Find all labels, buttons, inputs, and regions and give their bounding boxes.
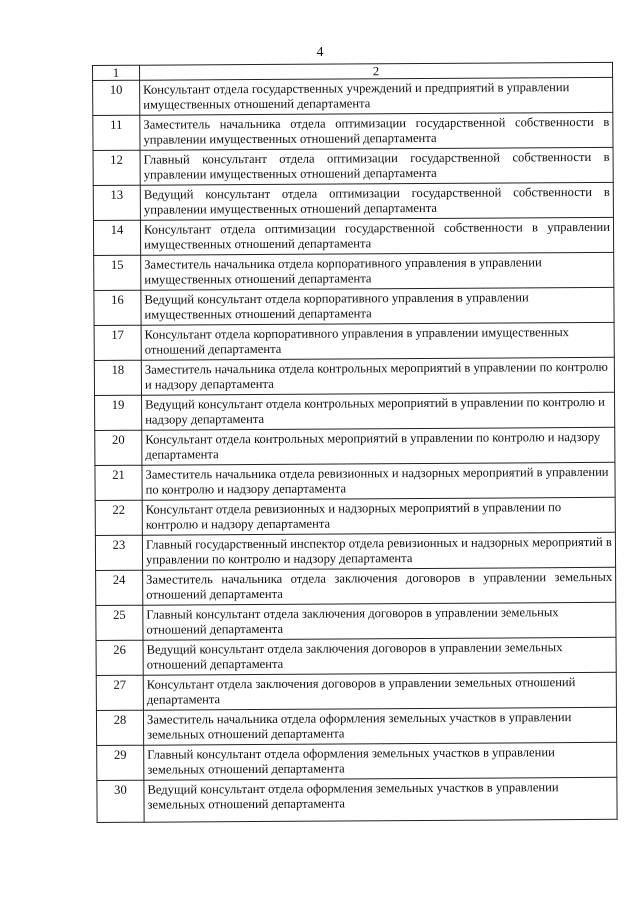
table-row bbox=[96, 707, 616, 745]
row-position-text: Главный консультант отдела заключения договоров в управлении земельных отношений департамента bbox=[143, 602, 616, 640]
row-position-text: Ведущий консультант отдела заключения договоров в управлении земельных отношений департамента bbox=[143, 637, 616, 675]
row-position-text: Главный консультант отдела оптимизации государственной собственности в управлении имущественных отношений департамента bbox=[140, 147, 613, 185]
positions-table bbox=[92, 62, 618, 823]
row-position-text: Главный государственный инспектор отдела ревизионных и надзорных мероприятий в управлении по контролю и надзору департамента bbox=[142, 532, 615, 570]
row-number: 12 bbox=[93, 150, 140, 185]
row-number: 25 bbox=[96, 605, 143, 640]
table-row bbox=[94, 322, 614, 360]
row-position-text: Заместитель начальника отдела оптимизации государственной собственности в управлении имущественных отношений департамента bbox=[140, 112, 613, 150]
header-cell-position: 2 bbox=[140, 62, 613, 80]
table-row bbox=[96, 602, 616, 640]
table-row bbox=[93, 217, 613, 255]
row-number: 26 bbox=[96, 640, 143, 675]
table-row bbox=[95, 532, 615, 570]
row-position-text: Ведущий консультант отдела оформления земельных участков в управлении земельных отношений департамента bbox=[144, 777, 617, 822]
table-row bbox=[93, 77, 613, 115]
table-row bbox=[94, 357, 614, 395]
table-row bbox=[97, 742, 617, 780]
row-position-text: Консультант отдела государственных учреждений и предприятий в управлении имущественных отношений департамента bbox=[140, 77, 613, 115]
table-row bbox=[96, 567, 616, 605]
row-position-text: Ведущий консультант отдела контрольных мероприятий в управлении по контролю и надзору департамента bbox=[142, 392, 615, 430]
table-row bbox=[93, 182, 613, 220]
row-position-text: Заместитель начальника отдела контрольных мероприятий в управлении по контролю и надзору департамента bbox=[141, 357, 614, 395]
row-position-text: Заместитель начальника отдела ревизионных и надзорных мероприятий в управлении по контролю и надзору департамента bbox=[142, 462, 615, 500]
row-number: 27 bbox=[96, 675, 143, 710]
row-number: 30 bbox=[97, 780, 144, 822]
table-row bbox=[96, 672, 616, 710]
table-row bbox=[93, 112, 613, 150]
row-position-text: Консультант отдела заключения договоров в управлении земельных отношений департамента bbox=[143, 672, 616, 710]
table-row bbox=[95, 392, 615, 430]
row-number: 13 bbox=[93, 185, 140, 220]
row-number: 18 bbox=[94, 360, 141, 395]
table-row bbox=[96, 637, 616, 675]
table-row bbox=[95, 462, 615, 500]
row-number: 17 bbox=[94, 325, 141, 360]
header-cell-number: 1 bbox=[93, 65, 140, 80]
table-row bbox=[97, 777, 617, 822]
row-number: 21 bbox=[95, 465, 142, 500]
row-number: 28 bbox=[96, 710, 143, 745]
row-position-text: Заместитель начальника отдела корпоративного управления в управлении имущественных отношений департамента bbox=[141, 252, 614, 290]
page-number: 4 bbox=[316, 45, 324, 60]
table-row bbox=[93, 147, 613, 185]
row-number: 29 bbox=[97, 745, 144, 780]
row-position-text: Заместитель начальника отдела оформления земельных участков в управлении земельных отношений департамента bbox=[143, 707, 616, 745]
row-number: 20 bbox=[95, 430, 142, 465]
row-position-text: Главный консультант отдела оформления земельных участков в управлении земельных отношений департамента bbox=[144, 742, 617, 780]
table-row bbox=[95, 427, 615, 465]
row-number: 22 bbox=[95, 500, 142, 535]
table-row bbox=[94, 287, 614, 325]
table-row bbox=[94, 252, 614, 290]
row-number: 16 bbox=[94, 290, 141, 325]
row-position-text: Консультант отдела корпоративного управления в управлении имущественных отношений департамента bbox=[141, 322, 614, 360]
row-position-text: Ведущий консультант отдела корпоративного управления в управлении имущественных отношений департамента bbox=[141, 287, 614, 325]
row-number: 23 bbox=[95, 535, 142, 570]
row-position-text: Консультант отдела оптимизации государственной собственности в управлении имущественных отношений департамента bbox=[140, 217, 613, 255]
row-number: 24 bbox=[96, 570, 143, 605]
row-position-text: Заместитель начальника отдела заключения договоров в управлении земельных отношений департамента bbox=[143, 567, 616, 605]
row-position-text: Ведущий консультант отдела оптимизации государственной собственности в управлении имущественных отношений департамента bbox=[140, 182, 613, 220]
table-row bbox=[95, 497, 615, 535]
row-position-text: Консультант отдела контрольных мероприятий в управлении по контролю и надзору департамента bbox=[142, 427, 615, 465]
row-number: 10 bbox=[93, 80, 140, 115]
row-number: 15 bbox=[94, 255, 141, 290]
row-number: 19 bbox=[95, 395, 142, 430]
row-number: 11 bbox=[93, 115, 140, 150]
row-position-text: Консультант отдела ревизионных и надзорных мероприятий в управлении по контролю и надзору департамента bbox=[142, 497, 615, 535]
row-number: 14 bbox=[93, 220, 140, 255]
